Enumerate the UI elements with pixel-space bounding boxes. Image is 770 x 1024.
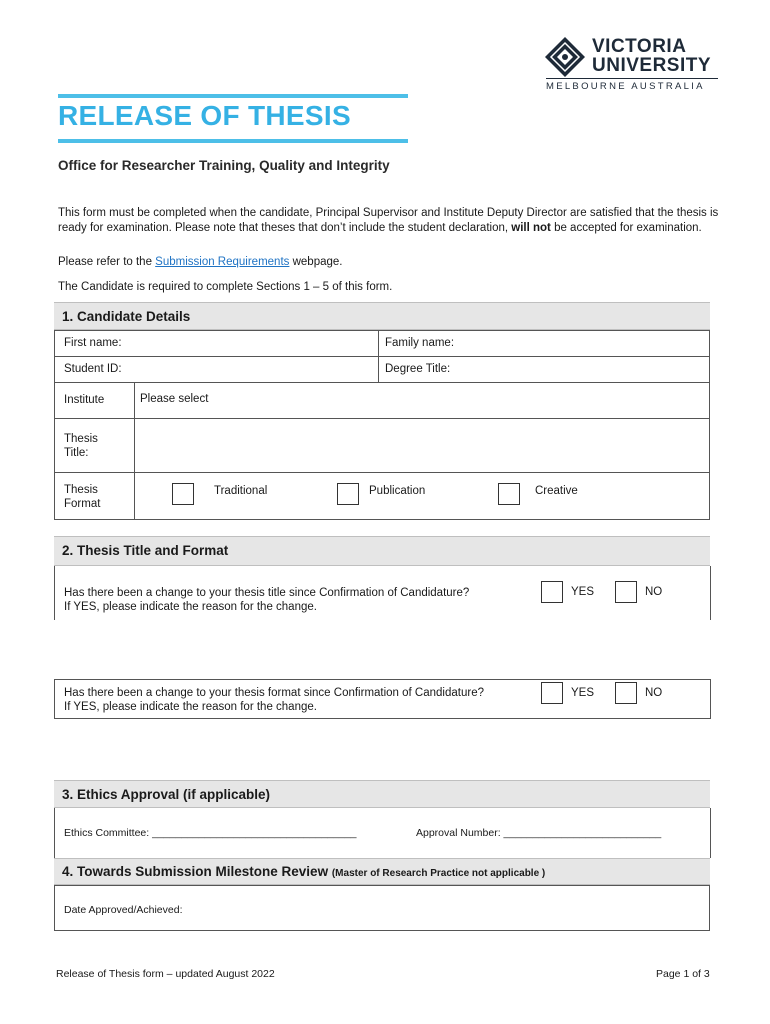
- section-4-heading: 4. Towards Submission Milestone Review (Master of Research Practice not applicable ): [54, 858, 710, 885]
- title-bottom-rule: [58, 139, 408, 143]
- format-change-yes-checkbox[interactable]: [541, 682, 563, 704]
- table-divider: [710, 679, 711, 719]
- table-divider: [54, 418, 710, 419]
- title-change-no-checkbox[interactable]: [615, 581, 637, 603]
- table-divider: [54, 566, 55, 620]
- table-divider: [54, 382, 710, 383]
- thesis-format-label: Thesis Format: [64, 484, 101, 510]
- table-divider: [54, 718, 710, 719]
- intro-paragraph-1: This form must be completed when the candidate, Principal Supervisor and Institute Deputy Director are satisfied that the thesis is ready for examination. Please note that theses that don’t include the student declaration, will not be accepted for examination.: [58, 207, 719, 234]
- victoria-university-logo: [544, 36, 720, 94]
- footer-page-number: Page 1 of 3: [656, 968, 710, 980]
- format-change-no-label: NO: [645, 687, 663, 699]
- format-change-yes-label: YES: [571, 687, 595, 699]
- approval-number-field[interactable]: Approval Number: ___________________________: [416, 827, 662, 839]
- publication-label: Publication: [369, 485, 426, 497]
- title-change-question: Has there been a change to your thesis title since Confirmation of Candidature? If YES, please indicate the reason for the change.: [64, 587, 470, 613]
- student-id-field[interactable]: Student ID:: [64, 363, 122, 375]
- intro-paragraph-2: Please refer to the Submission Requirements webpage.: [58, 256, 343, 268]
- format-change-no-checkbox[interactable]: [615, 682, 637, 704]
- table-divider: [54, 808, 55, 858]
- ethics-committee-field[interactable]: Ethics Committee: ___________________________________: [64, 827, 357, 839]
- title-change-no-label: NO: [645, 586, 663, 598]
- section-1-heading: 1. Candidate Details: [54, 302, 710, 330]
- submission-requirements-link[interactable]: Submission Requirements: [155, 256, 290, 268]
- section-2-heading: 2. Thesis Title and Format: [54, 536, 710, 566]
- creative-label: Creative: [535, 485, 578, 497]
- page-subtitle: Office for Researcher Training, Quality and Integrity: [58, 158, 390, 173]
- intro-paragraph-3: The Candidate is required to complete Sections 1 – 5 of this form.: [58, 281, 393, 293]
- table-divider: [54, 472, 710, 473]
- table-divider: [54, 679, 710, 680]
- footer-form-version: Release of Thesis form – updated August 2022: [56, 968, 275, 980]
- title-top-rule: [58, 94, 408, 98]
- traditional-checkbox[interactable]: [172, 483, 194, 505]
- table-divider: [710, 808, 711, 858]
- institute-label: Institute: [64, 394, 105, 406]
- logo-divider: [546, 78, 718, 79]
- table-divider: [710, 566, 711, 620]
- page-title: RELEASE OF THESIS: [58, 100, 351, 131]
- logo-text-victoria: VICTORIA: [592, 36, 687, 57]
- format-change-question: Has there been a change to your thesis format since Confirmation of Candidature? If YES, please indicate the reason for the change.: [64, 687, 484, 713]
- logo-text-university: UNIVERSITY: [592, 55, 712, 76]
- creative-checkbox[interactable]: [498, 483, 520, 505]
- institute-select[interactable]: Please select: [140, 393, 209, 405]
- date-approved-field[interactable]: Date Approved/Achieved:: [64, 904, 183, 916]
- thesis-title-input[interactable]: [140, 420, 706, 470]
- title-change-yes-label: YES: [571, 586, 595, 598]
- title-change-yes-checkbox[interactable]: [541, 581, 563, 603]
- section-4-note: (Master of Research Practice not applicable ): [331, 868, 546, 879]
- publication-checkbox[interactable]: [337, 483, 359, 505]
- table-divider: [134, 382, 135, 520]
- thesis-title-label: Thesis Title:: [64, 433, 98, 459]
- traditional-label: Traditional: [214, 485, 268, 497]
- emphasis-will-not: will not: [511, 221, 551, 234]
- university-crest-icon: [544, 36, 586, 78]
- section-3-heading: 3. Ethics Approval (if applicable): [54, 780, 710, 808]
- first-name-field[interactable]: First name:: [64, 337, 122, 349]
- logo-text-location: MELBOURNE AUSTRALIA: [546, 81, 705, 92]
- table-divider: [54, 356, 710, 357]
- family-name-field[interactable]: Family name:: [385, 337, 455, 349]
- table-divider: [54, 679, 55, 719]
- degree-title-field[interactable]: Degree Title:: [385, 363, 451, 375]
